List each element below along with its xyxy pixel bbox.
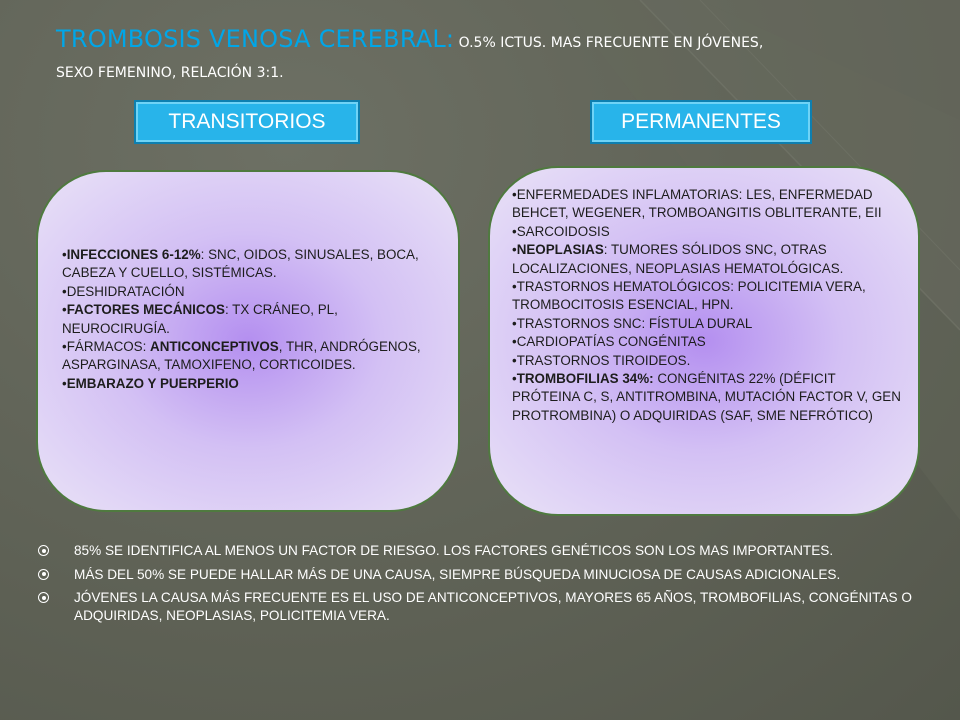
list-item: •TRASTORNOS HEMATOLÓGICOS: POLICITEMIA VERA, TROMBOCITOSIS ESENCIAL, HPN. xyxy=(512,279,866,313)
permanentes-header xyxy=(590,100,812,144)
summary-bullets xyxy=(38,542,918,630)
bullet-item: MÁS DEL 50% SE PUEDE HALLAR MÁS DE UNA CAUSA, SIEMPRE BÚSQUEDA MINUCIOSA DE CAUSAS ADICIONALES. xyxy=(38,566,918,584)
list-item: •ENFERMEDADES INFLAMATORIAS: LES, ENFERMEDAD BEHCET, WEGENER, TROMBOANGITIS OBLITERANTE, EII xyxy=(512,187,882,221)
list-item: •DESHIDRATACIÓN xyxy=(62,283,185,299)
list-item: •EMBARAZO Y PUERPERIO xyxy=(62,375,239,391)
transitorios-list xyxy=(62,246,422,393)
list-item: •NEOPLASIAS: TUMORES SÓLIDOS SNC, OTRAS LOCALIZACIONES, NEOPLASIAS HEMATOLÓGICAS. xyxy=(512,242,844,276)
title-subtitle: O.5% ICTUS. MAS FRECUENTE EN JÓVENES, xyxy=(454,35,764,51)
list-item: •FACTORES MECÁNICOS: TX CRÁNEO, PL, NEUROCIRUGÍA. xyxy=(62,302,338,336)
list-item: •FÁRMACOS: ANTICONCEPTIVOS, THR, ANDRÓGENOS, ASPARGINASA, TAMOXIFENO, CORTICOIDES. xyxy=(62,339,421,373)
title-main: TROMBOSIS VENOSA CEREBRAL: xyxy=(56,25,455,53)
list-item: •TRASTORNOS SNC: FÍSTULA DURAL xyxy=(512,315,753,331)
list-item: •TRASTORNOS TIROIDEOS. xyxy=(512,352,691,368)
title-line-2: SEXO FEMENINO, RELACIÓN 3:1. xyxy=(56,65,284,81)
list-item: •TROMBOFILIAS 34%: CONGÉNITAS 22% (DÉFICIT PRÓTEINA C, S, ANTITROMBINA, MUTACIÓN FACTOR V, GEN PROTROMBINA) O ADQUIRIDAS (SAF, SME NEFRÓTICO) xyxy=(512,371,901,423)
transitorios-header xyxy=(134,100,360,144)
slide-title xyxy=(56,25,916,84)
list-item: •INFECCIONES 6-12%: SNC, OIDOS, SINUSALES, BOCA, CABEZA Y CUELLO, SISTÉMICAS. xyxy=(62,247,419,281)
transitorios-header-label: TRANSITORIOS xyxy=(168,110,326,133)
permanentes-header-label: PERMANENTES xyxy=(621,110,781,133)
circle-bullet-icon xyxy=(38,545,49,556)
bullet-item: 85% SE IDENTIFICA AL MENOS UN FACTOR DE RIESGO. LOS FACTORES GENÉTICOS SON LOS MAS IMPORTANTES. xyxy=(38,542,918,560)
circle-bullet-icon xyxy=(38,592,49,603)
transitorios-panel xyxy=(36,170,460,512)
list-item: •CARDIOPATÍAS CONGÉNITAS xyxy=(512,334,706,350)
circle-bullet-icon xyxy=(38,569,49,580)
permanentes-panel xyxy=(488,166,920,516)
permanentes-list xyxy=(512,186,902,425)
list-item: •SARCOIDOSIS xyxy=(512,223,610,239)
bullet-item: JÓVENES LA CAUSA MÁS FRECUENTE ES EL USO DE ANTICONCEPTIVOS, MAYORES 65 AÑOS, TROMBOFILIAS, CONGÉNITAS O ADQUIRIDAS, NEOPLASIAS, POLICITEMIA VERA. xyxy=(38,589,918,624)
